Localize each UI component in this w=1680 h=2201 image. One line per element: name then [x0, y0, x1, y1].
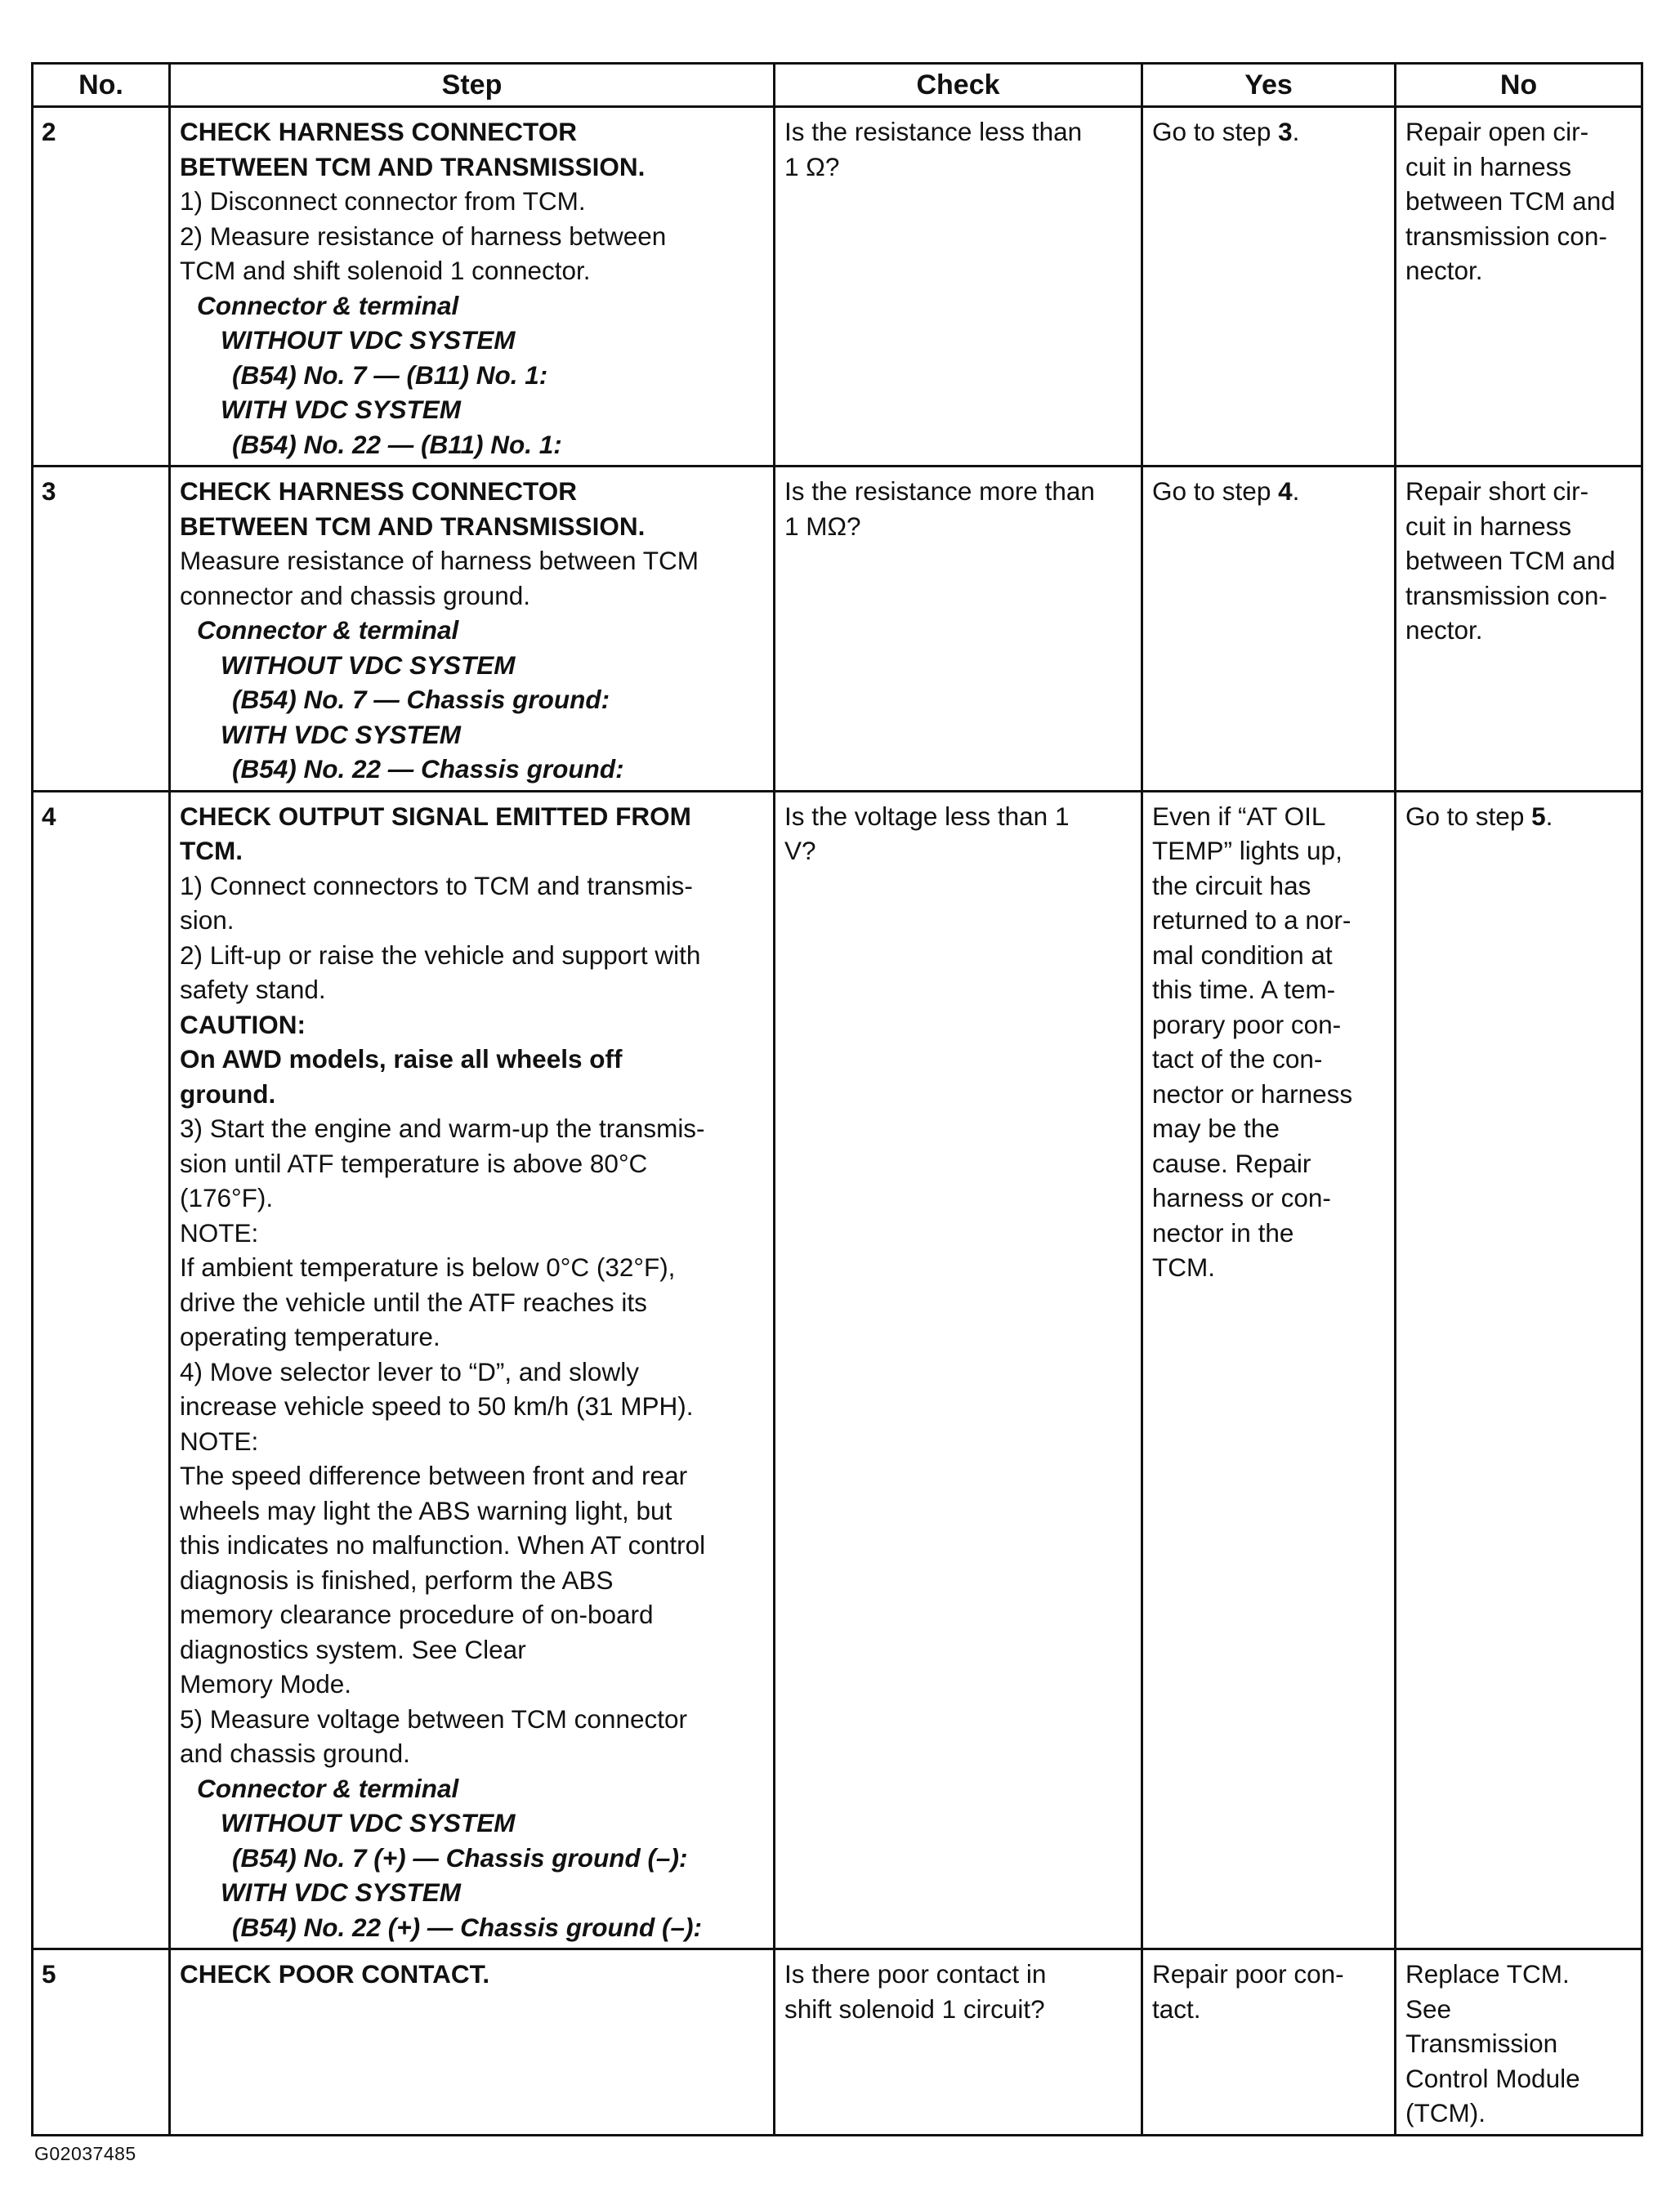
table-row [33, 1949, 1642, 2136]
yes-result-line [1152, 1077, 1386, 1112]
check-line: Is the resistance less than [784, 117, 1083, 146]
check-line: 1 Ω? [784, 151, 840, 181]
no-result-text: . [1545, 801, 1553, 831]
step-line: TCM. [180, 836, 243, 865]
step-number-text: 2 [42, 117, 56, 146]
step-reference: 5 [1531, 801, 1546, 831]
step-instructions [170, 791, 775, 1949]
yes-result-line [1152, 1250, 1386, 1285]
table-row [33, 107, 1642, 467]
step-line: ground. [180, 1078, 276, 1109]
step-line: Memory Mode. [180, 1669, 352, 1699]
step-line: WITHOUT VDC SYSTEM [221, 650, 516, 680]
yes-result-line [1152, 799, 1386, 834]
yes-result-text: TCM. [1152, 1252, 1215, 1282]
diagnostic-procedure-table [31, 62, 1643, 2136]
figure-code: G02037485 [34, 2143, 136, 2164]
step-line: 3) Start the engine and warm-up the transmis- [180, 1114, 705, 1143]
step-line: operating temperature. [180, 1322, 440, 1351]
no-result-line: (TCM). [1405, 2098, 1486, 2127]
yes-result-line [1152, 474, 1386, 509]
yes-result-line [1152, 1146, 1386, 1181]
no-result-line: transmission con- [1405, 580, 1607, 610]
yes-result [1142, 467, 1396, 792]
table-row [33, 791, 1642, 1949]
no-result-line: cuit in harness [1405, 511, 1572, 541]
step-line: drive the vehicle until the ATF reaches its [180, 1287, 647, 1317]
yes-result-line [1152, 903, 1386, 938]
no-result-line: Replace TCM. [1405, 1959, 1570, 1989]
step-line: diagnostics system. See Clear [180, 1634, 526, 1664]
no-result-line: Repair open cir- [1405, 117, 1589, 146]
yes-result-text: may be the [1152, 1114, 1280, 1143]
step-line: (B54) No. 7 — Chassis ground: [232, 685, 610, 714]
step-line: The speed difference between front and rear [180, 1461, 688, 1490]
yes-result [1142, 1949, 1396, 2136]
no-result [1396, 791, 1642, 1949]
step-line: 5) Measure voltage between TCM connector [180, 1703, 687, 1734]
step-line: BETWEEN TCM AND TRANSMISSION. [180, 511, 646, 541]
yes-result-text: cause. Repair [1152, 1148, 1311, 1178]
yes-result-line [1152, 1111, 1386, 1146]
no-result [1396, 107, 1642, 467]
yes-result-text: returned to a nor- [1152, 905, 1352, 935]
no-result-line: nector. [1405, 615, 1483, 645]
step-line: safety stand. [180, 975, 326, 1004]
no-result-line: See [1405, 1993, 1452, 2024]
no-result-line: between TCM and [1405, 186, 1615, 216]
step-number [33, 467, 170, 792]
step-line: WITHOUT VDC SYSTEM [221, 1808, 516, 1837]
step-line: On AWD models, raise all wheels off [180, 1044, 623, 1074]
step-line: CHECK HARNESS CONNECTOR [180, 476, 577, 506]
step-line: connector and chassis ground. [180, 580, 531, 610]
step-number [33, 1949, 170, 2136]
step-line: WITH VDC SYSTEM [221, 395, 462, 424]
step-line: (B54) No. 22 — (B11) No. 1: [232, 429, 562, 459]
step-line: Measure resistance of harness between TCM [180, 546, 699, 575]
header-no-result: No [1396, 64, 1642, 107]
yes-result-text: nector in the [1152, 1217, 1294, 1248]
yes-result-text: porary poor con- [1152, 1009, 1342, 1039]
yes-result-text: tact. [1152, 1993, 1201, 2024]
check-line: Is the resistance more than [784, 476, 1095, 506]
step-line: WITH VDC SYSTEM [221, 719, 462, 749]
yes-result-line [1152, 114, 1386, 150]
no-result-line: transmission con- [1405, 221, 1607, 251]
check-question [775, 467, 1142, 792]
yes-result [1142, 107, 1396, 467]
step-number [33, 107, 170, 467]
step-line: and chassis ground. [180, 1739, 410, 1768]
header-step: Step [170, 64, 775, 107]
yes-result-line [1152, 938, 1386, 973]
yes-result-line [1152, 1042, 1386, 1077]
yes-result-text: mal condition at [1152, 940, 1333, 970]
yes-result-text: Go to step [1152, 117, 1279, 146]
step-line: TCM and shift solenoid 1 connector. [180, 256, 591, 285]
diagnostic-table-container [31, 62, 1641, 2136]
check-question [775, 107, 1142, 467]
step-line: CHECK HARNESS CONNECTOR [180, 117, 577, 146]
step-line: sion until ATF temperature is above 80°C [180, 1148, 648, 1178]
check-line: Is the voltage less than 1 [784, 801, 1070, 831]
step-line: WITHOUT VDC SYSTEM [221, 325, 516, 355]
header-no: No. [33, 64, 170, 107]
step-line: If ambient temperature is below 0°C (32°F), [180, 1252, 676, 1282]
yes-result-text: the circuit has [1152, 870, 1311, 900]
yes-result-text: tact of the con- [1152, 1044, 1323, 1074]
step-line: 4) Move selector lever to “D”, and slowly [180, 1356, 639, 1386]
check-question [775, 791, 1142, 1949]
step-number-text: 3 [42, 476, 56, 506]
table-row [33, 467, 1642, 792]
step-reference: 4 [1278, 476, 1293, 506]
step-number [33, 791, 170, 1949]
no-result-line: nector. [1405, 256, 1483, 285]
check-line: Is there poor contact in [784, 1959, 1047, 1989]
check-line: shift solenoid 1 circuit? [784, 1993, 1045, 2024]
step-line: Connector & terminal [197, 615, 459, 645]
yes-result-text: this time. A tem- [1152, 975, 1336, 1004]
yes-result-text: TEMP” lights up, [1152, 836, 1343, 865]
no-result-line: Repair short cir- [1405, 476, 1589, 506]
no-result [1396, 1949, 1642, 2136]
step-line: 1) Connect connectors to TCM and transmis- [180, 870, 693, 900]
step-line: 2) Measure resistance of harness between [180, 221, 667, 251]
yes-result-text: Repair poor con- [1152, 1959, 1344, 1989]
table-header-row [33, 64, 1642, 107]
step-line: WITH VDC SYSTEM [221, 1877, 462, 1907]
step-line: Connector & terminal [197, 290, 459, 320]
check-line: V? [784, 836, 816, 865]
step-line: (B54) No. 22 — Chassis ground: [232, 754, 624, 784]
yes-result-text: . [1292, 117, 1300, 146]
step-line: memory clearance procedure of on-board [180, 1600, 654, 1629]
yes-result-line [1152, 1181, 1386, 1216]
header-check: Check [775, 64, 1142, 107]
step-line: sion. [180, 905, 235, 935]
no-result-line: Transmission [1405, 2029, 1558, 2058]
table-body [33, 107, 1642, 2136]
step-line: this indicates no malfunction. When AT control [180, 1530, 706, 1560]
step-line: 1) Disconnect connector from TCM. [180, 186, 586, 216]
step-line: NOTE: [180, 1217, 259, 1248]
step-line: CAUTION: [180, 1009, 306, 1039]
step-line: 2) Lift-up or raise the vehicle and support with [180, 940, 701, 970]
step-line: (176°F). [180, 1183, 274, 1212]
check-line: 1 MΩ? [784, 511, 861, 541]
no-result-line: cuit in harness [1405, 151, 1572, 181]
step-line: (B54) No. 22 (+) — Chassis ground (–): [232, 1912, 702, 1942]
no-result-line: Control Module [1405, 2063, 1580, 2093]
yes-result-line [1152, 868, 1386, 904]
yes-result-text: Go to step [1152, 476, 1279, 506]
step-line: CHECK POOR CONTACT. [180, 1959, 490, 1989]
step-instructions [170, 467, 775, 792]
no-result-text: Go to step [1405, 801, 1532, 831]
yes-result-line [1152, 1007, 1386, 1042]
step-line: BETWEEN TCM AND TRANSMISSION. [180, 151, 646, 181]
yes-result [1142, 791, 1396, 1949]
yes-result-text: nector or harness [1152, 1078, 1353, 1109]
yes-result-line [1152, 833, 1386, 868]
yes-result-line [1152, 972, 1386, 1007]
check-question [775, 1949, 1142, 2136]
step-number-text: 4 [42, 801, 56, 831]
yes-result-line [1152, 1216, 1386, 1251]
step-line: (B54) No. 7 (+) — Chassis ground (–): [232, 1842, 688, 1873]
step-line: CHECK OUTPUT SIGNAL EMITTED FROM [180, 801, 691, 831]
yes-result-line [1152, 1957, 1386, 1992]
step-line: wheels may light the ABS warning light, but [180, 1495, 672, 1525]
no-result [1396, 467, 1642, 792]
step-line: NOTE: [180, 1426, 259, 1456]
step-instructions [170, 107, 775, 467]
step-line: diagnosis is finished, perform the ABS [180, 1565, 614, 1595]
yes-result-text: harness or con- [1152, 1183, 1331, 1212]
no-result-line: between TCM and [1405, 546, 1615, 575]
step-reference: 3 [1278, 117, 1293, 146]
yes-result-text: Even if “AT OIL [1152, 801, 1326, 831]
yes-result-text: . [1292, 476, 1300, 506]
step-number-text: 5 [42, 1959, 56, 1989]
step-line: Connector & terminal [197, 1773, 459, 1803]
step-line: increase vehicle speed to 50 km/h (31 MPH). [180, 1391, 694, 1421]
no-result-line [1405, 799, 1633, 834]
header-yes: Yes [1142, 64, 1396, 107]
step-instructions [170, 1949, 775, 2136]
step-line: (B54) No. 7 — (B11) No. 1: [232, 359, 548, 390]
yes-result-line [1152, 1992, 1386, 2027]
